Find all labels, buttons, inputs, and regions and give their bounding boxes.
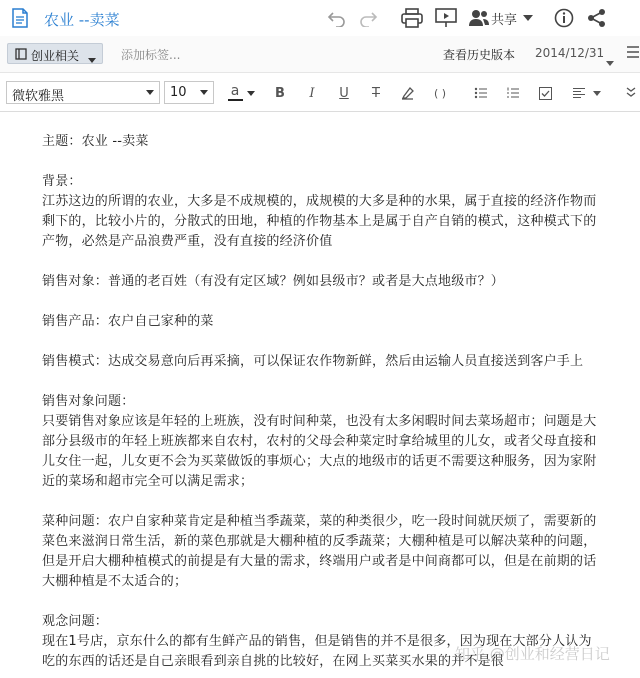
- note-paragraph[interactable]: 菜种问题：农户自家种菜肯定是种植当季蔬菜，菜的种类很少，吃一段时间就厌烦了，需要新的菜色来滋润日常生活，新的菜色那就是大棚种植的反季蔬菜；大棚种植是可以解决菜种的问题，但是开启大棚种植模式的前提是有大量的需求，终端用户或者是中间商都可以，但是在前期的话大棚种植是不太适合的；: [42, 514, 597, 589]
- blank-line[interactable]: [42, 332, 597, 352]
- present-icon[interactable]: [434, 6, 458, 30]
- text-color-swatch: [228, 99, 243, 101]
- more-format-icon[interactable]: [624, 83, 638, 103]
- note-icon: [11, 8, 29, 28]
- bold-button[interactable]: B: [275, 85, 285, 101]
- blank-line[interactable]: [42, 252, 597, 272]
- note-paragraph[interactable]: 销售对象：普通的老百姓（有没有定区域？例如县级市？或者是大点地级市？）: [42, 274, 505, 289]
- blank-line[interactable]: [42, 292, 597, 312]
- highlight-icon[interactable]: [397, 83, 419, 103]
- add-tag-input[interactable]: 添加标签...: [121, 48, 181, 62]
- notebook-label: 创业相关: [31, 49, 80, 63]
- underline-button[interactable]: U: [339, 85, 349, 101]
- history-button[interactable]: 查看历史版本: [443, 48, 516, 62]
- info-icon[interactable]: [552, 6, 576, 30]
- chevron-down-icon[interactable]: [244, 83, 258, 103]
- checkbox-icon[interactable]: [534, 83, 556, 103]
- note-paragraph[interactable]: 现在1号店，京东什么的都有生鲜产品的销售，但是销售的并不是很多，因为现在大部分人认为吃的东西的话还是自己亲眼看到亲自挑的比较好，在网上买菜买水果的并不是很: [42, 634, 592, 669]
- note-paragraph[interactable]: 主题：农业 --卖菜: [42, 134, 149, 149]
- note-date[interactable]: 2014/12/31: [535, 46, 605, 60]
- blank-line[interactable]: [42, 592, 597, 612]
- note-paragraph[interactable]: 背景：: [42, 174, 82, 189]
- blank-line[interactable]: [42, 492, 597, 512]
- font-family-value: 微软雅黑: [12, 89, 65, 104]
- note-body[interactable]: [42, 132, 597, 672]
- chevron-down-icon[interactable]: [606, 51, 614, 70]
- text-color-glyph: a: [230, 82, 240, 99]
- watermark: 知乎 @创业和经营日记: [455, 645, 610, 663]
- numbered-list-icon[interactable]: [502, 83, 524, 103]
- notebook-selector[interactable]: [7, 43, 103, 64]
- font-size-value: 10: [170, 85, 187, 100]
- strikethrough-button[interactable]: T: [372, 85, 380, 101]
- font-size-select[interactable]: [164, 81, 214, 104]
- bullet-list-icon[interactable]: [470, 83, 492, 103]
- note-paragraph[interactable]: 销售模式：达成交易意向后再采摘，可以保证农作物新鲜，然后由运输人员直接送到客户手上: [42, 354, 584, 369]
- title-bar: [0, 0, 640, 37]
- share-icon[interactable]: [585, 6, 609, 30]
- note-paragraph[interactable]: 只要销售对象应该是年轻的上班族，没有时间种菜，也没有太多闲暇时间去菜场超市；问题是大部分县级市的年轻上班族都来自农村，农村的父母会种菜定时拿给城里的儿女，或者父母直接和儿女住一起，儿女更不会为买菜做饭的事烦心；大点的地级市的话更不需要这种服务，因为家附近的菜场和超市完全可以满足需求；: [42, 414, 597, 489]
- undo-icon[interactable]: [325, 6, 349, 30]
- note-paragraph[interactable]: 江苏这边的所谓的农业，大多是不成规模的，成规模的大多是种的水果，属于直接的经济作物而剩下的，比较小片的，分散式的田地，种植的作物基本上是属于自产自销的模式，这种模式下的产物，必然是产品浪费严重，没有直接的经济价值: [42, 194, 597, 249]
- align-left-icon[interactable]: [568, 83, 590, 103]
- note-paragraph[interactable]: 销售对象问题：: [42, 394, 135, 409]
- note-editor[interactable]: [0, 112, 640, 678]
- share-button[interactable]: 共享: [491, 13, 518, 28]
- note-paragraph[interactable]: 观念问题：: [42, 614, 109, 629]
- italic-button[interactable]: I: [309, 85, 315, 101]
- blank-line[interactable]: [42, 372, 597, 392]
- print-icon[interactable]: [400, 6, 424, 30]
- note-title[interactable]: 农业 --卖菜: [44, 11, 120, 29]
- font-family-select[interactable]: [6, 81, 160, 104]
- chevron-down-icon[interactable]: [520, 6, 536, 30]
- code-button[interactable]: ( ): [433, 86, 447, 100]
- chevron-down-icon[interactable]: [590, 83, 604, 103]
- chevron-down-icon: [88, 52, 96, 66]
- redo-icon[interactable]: [356, 6, 380, 30]
- toolbar-overflow-icon[interactable]: [626, 45, 640, 65]
- chevron-down-icon: [200, 90, 208, 95]
- share-users-icon[interactable]: [467, 6, 491, 30]
- chevron-down-icon: [146, 90, 154, 95]
- text-color-button[interactable]: [224, 82, 246, 102]
- note-paragraph[interactable]: 销售产品：农户自己家种的菜: [42, 314, 214, 329]
- notebook-icon: [15, 48, 27, 63]
- blank-line[interactable]: [42, 152, 597, 172]
